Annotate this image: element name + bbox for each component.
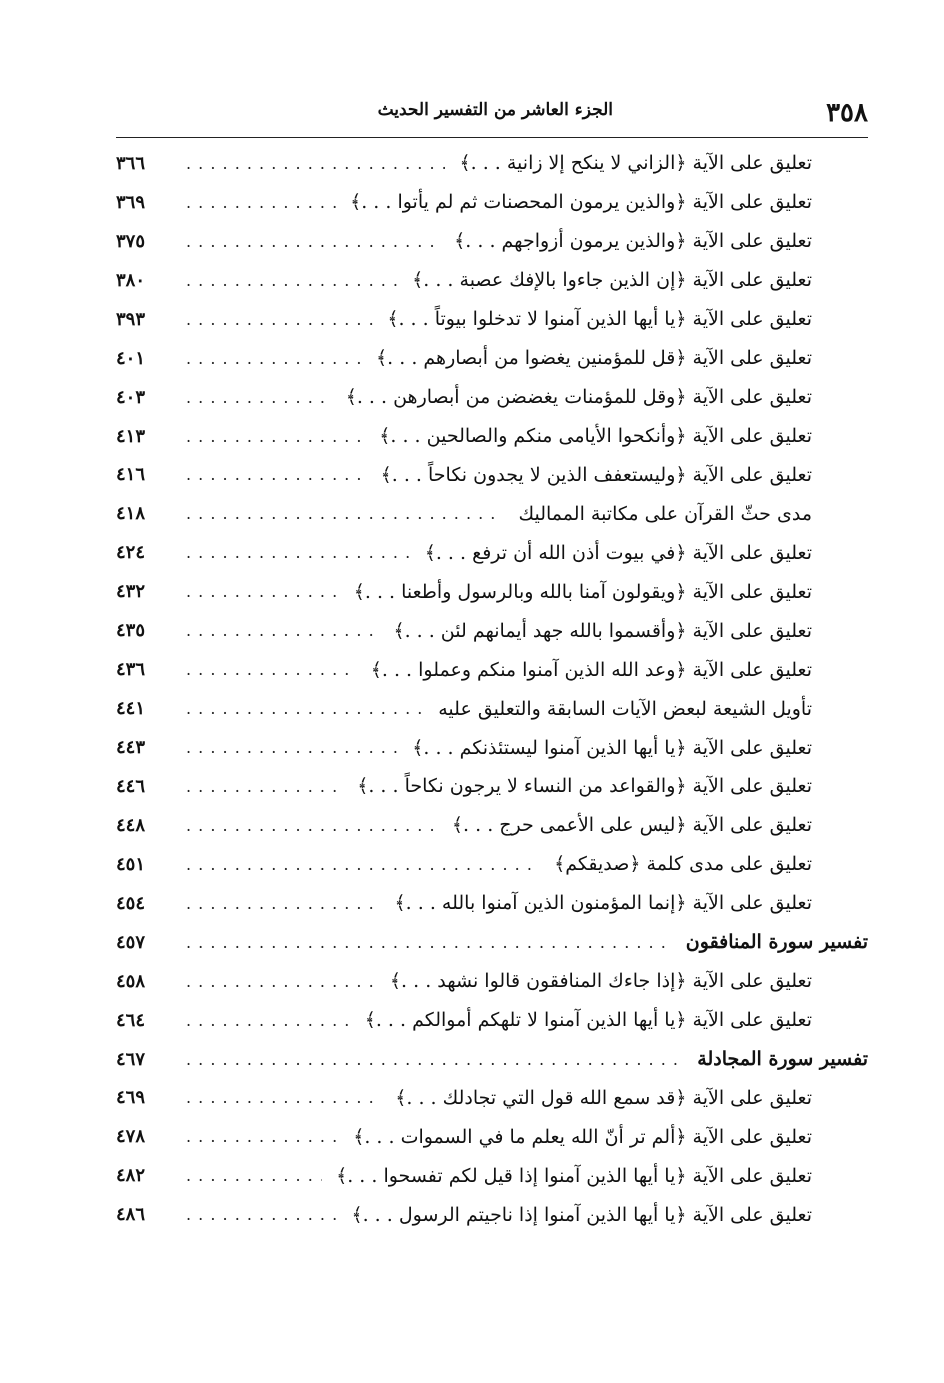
toc-entry-page: ٤٤١: [116, 698, 146, 720]
toc-entry: [116, 611, 868, 650]
toc-entry-page: ٤٥٧: [116, 931, 146, 953]
toc-entry-page: ٣٩٣: [116, 308, 146, 330]
dot-leader: [186, 738, 398, 757]
toc-entry-page: ٤١٣: [116, 425, 146, 447]
toc-entry-title: تعليق على الآية ﴿وليستعفف الذين لا يجدون نكاحاً . . .﴾: [380, 463, 812, 486]
page-number: ٣٥٨: [826, 98, 868, 128]
toc-entry-title: مدى حثّ القرآن على مكاتبة المماليك: [518, 502, 812, 525]
toc-entry-title: تعليق على الآية ﴿يا أيها الذين آمنوا لا تلهكم أموالكم . . .﴾: [364, 1009, 812, 1032]
toc-entry: [116, 417, 868, 456]
toc-entry-page: ٤٣٢: [116, 581, 146, 603]
toc-entry-page: ٤٦٤: [116, 1009, 146, 1031]
dot-leader: [186, 388, 332, 407]
toc-entry-title: تعليق على الآية ﴿يا أيها الذين آمنوا لا تدخلوا بيوتاً . . .﴾: [387, 308, 812, 331]
toc-entry-page: ٤٦٩: [116, 1087, 146, 1109]
toc-entry: [116, 806, 868, 845]
dot-leader: [186, 1050, 683, 1069]
running-title: الجزء العاشر من التفسير الحديث: [377, 100, 613, 120]
dot-leader: [186, 699, 424, 718]
toc-entry-title: تعليق على الآية ﴿والذين يرمون المحصنات ثم لم يأتوا . . .﴾: [350, 191, 812, 214]
toc-entry: [116, 222, 868, 261]
dot-leader: [186, 1127, 339, 1146]
toc-entry-title: تعليق على الآية ﴿إن الذين جاءوا بالإفك عصبة . . .﴾: [412, 269, 812, 292]
toc-entry-page: ٤٦٧: [116, 1048, 146, 1070]
table-of-contents: [116, 144, 868, 1234]
dot-leader: [186, 855, 540, 874]
toc-entry: [116, 339, 868, 378]
toc-entry-page: ٤٧٨: [116, 1126, 146, 1148]
header-rule: [116, 137, 868, 138]
toc-entry-title: تعليق على الآية ﴿والذين يرمون أزواجهم . . .﴾: [454, 230, 812, 253]
toc-entry-title: تعليق على الآية ﴿يا أيها الذين آمنوا إذا قيل لكم تفسحوا . . .﴾: [336, 1164, 812, 1187]
toc-entry-title: تعليق على الآية ﴿إذا جاءك المنافقون قالوا نشهد . . .﴾: [389, 970, 812, 993]
toc-entry-title: تعليق على مدى كلمة ﴿صديقكم﴾: [554, 853, 812, 876]
toc-section-heading: [116, 923, 868, 962]
dot-leader: [186, 349, 362, 368]
toc-entry-page: ٤٢٤: [116, 542, 146, 564]
toc-entry: [116, 689, 868, 728]
toc-entry-title: تعليق على الآية ﴿وأقسموا بالله جهد أيمانهم لئن . . .﴾: [393, 619, 812, 642]
dot-leader: [186, 1205, 337, 1224]
toc-entry: [116, 456, 868, 495]
toc-entry-page: ٤٣٦: [116, 659, 146, 681]
toc-entry-title: تعليق على الآية ﴿قل للمؤمنين يغضوا من أبصارهم . . .﴾: [376, 347, 812, 370]
dot-leader: [186, 1166, 322, 1185]
toc-entry: [116, 962, 868, 1001]
toc-entry-page: ٤١٨: [116, 503, 146, 525]
dot-leader: [186, 193, 336, 212]
toc-section-heading: [116, 1040, 868, 1079]
dot-leader: [186, 310, 373, 329]
toc-entry-page: ٤٤٦: [116, 775, 146, 797]
toc-entry-page: ٣٨٠: [116, 269, 146, 291]
toc-entry-page: ٤٤٨: [116, 814, 146, 836]
toc-entry: [116, 144, 868, 183]
toc-entry-title: تعليق على الآية ﴿قد سمع الله قول التي تجادلك . . .﴾: [395, 1086, 812, 1109]
dot-leader: [186, 816, 438, 835]
toc-entry-title: تعليق على الآية ﴿يا أيها الذين آمنوا إذا ناجيتم الرسول . . .﴾: [351, 1203, 812, 1226]
dot-leader: [186, 427, 365, 446]
toc-entry-page: ٤٠١: [116, 347, 146, 369]
toc-entry-page: ٤٥٤: [116, 892, 146, 914]
toc-entry: [116, 1195, 868, 1234]
toc-entry-page: ٤٥٨: [116, 970, 146, 992]
toc-entry-title: تعليق على الآية ﴿ليس على الأعمى حرج . . .﴾: [451, 814, 812, 837]
dot-leader: [186, 1011, 351, 1030]
toc-entry-title: تعليق على الآية ﴿وعد الله الذين آمنوا منكم وعملوا . . .﴾: [370, 658, 812, 681]
toc-entry: [116, 300, 868, 339]
dot-leader: [186, 582, 340, 601]
toc-entry-title: تعليق على الآية ﴿يا أيها الذين آمنوا ليستئذنكم . . .﴾: [412, 736, 812, 759]
dot-leader: [186, 933, 672, 952]
toc-entry-title: تعليق على الآية ﴿ألم تر أنّ الله يعلم ما في السموات . . .﴾: [353, 1125, 812, 1148]
page-header: [112, 92, 868, 132]
dot-leader: [186, 1088, 381, 1107]
toc-entry: [116, 845, 868, 884]
toc-entry: [116, 1156, 868, 1195]
toc-entry: [116, 533, 868, 572]
dot-leader: [186, 504, 504, 523]
dot-leader: [186, 232, 440, 251]
toc-entry: [116, 183, 868, 222]
dot-leader: [186, 972, 376, 991]
toc-entry-page: ٤٨٢: [116, 1165, 146, 1187]
toc-entry: [116, 494, 868, 533]
toc-entry-page: ٤٥١: [116, 853, 146, 875]
toc-entry-title: تعليق على الآية ﴿في بيوت أذن الله أن ترفع . . .﴾: [424, 541, 812, 564]
dot-leader: [186, 894, 381, 913]
dot-leader: [186, 777, 343, 796]
toc-entry-page: ٤٣٥: [116, 620, 146, 642]
toc-entry: [116, 767, 868, 806]
toc-entry-page: ٣٧٥: [116, 230, 146, 252]
toc-entry-page: ٤٨٦: [116, 1204, 146, 1226]
toc-entry-title: تفسير سورة المجادلة: [697, 1048, 868, 1071]
toc-entry-title: تعليق على الآية ﴿وأنكحوا الأيامى منكم والصالحين . . .﴾: [379, 425, 812, 448]
toc-entry-page: ٤٠٣: [116, 386, 146, 408]
toc-entry: [116, 378, 868, 417]
toc-entry: [116, 728, 868, 767]
toc-entry-page: ٤١٦: [116, 464, 146, 486]
toc-entry-page: ٤٤٣: [116, 737, 146, 759]
dot-leader: [186, 621, 379, 640]
dot-leader: [186, 271, 398, 290]
toc-entry-title: تعليق على الآية ﴿إنما المؤمنون الذين آمنوا بالله . . .﴾: [394, 892, 812, 915]
dot-leader: [186, 465, 367, 484]
toc-entry: [116, 1117, 868, 1156]
dot-leader: [186, 660, 357, 679]
toc-entry-title: تعليق على الآية ﴿وقل للمؤمنات يغضضن من أبصارهن . . .﴾: [345, 386, 812, 409]
toc-entry-page: ٣٦٩: [116, 191, 146, 213]
toc-entry: [116, 884, 868, 923]
toc-entry-title: تعليق على الآية ﴿الزاني لا ينكح إلا زانية . . .﴾: [459, 152, 812, 175]
toc-entry-page: ٣٦٦: [116, 152, 146, 174]
toc-entry-title: تأويل الشيعة لبعض الآيات السابقة والتعليق عليه: [438, 697, 812, 720]
toc-entry: [116, 572, 868, 611]
dot-leader: [186, 543, 411, 562]
toc-entry: [116, 650, 868, 689]
toc-entry-title: تفسير سورة المنافقون: [685, 931, 868, 954]
toc-entry-title: تعليق على الآية ﴿ويقولون آمنا بالله وبالرسول وأطعنا . . .﴾: [353, 580, 812, 603]
toc-entry: [116, 1079, 868, 1118]
toc-entry: [116, 261, 868, 300]
toc-entry-title: تعليق على الآية ﴿والقواعد من النساء لا يرجون نكاحاً . . .﴾: [357, 775, 812, 798]
dot-leader: [186, 154, 445, 173]
toc-entry: [116, 1001, 868, 1040]
